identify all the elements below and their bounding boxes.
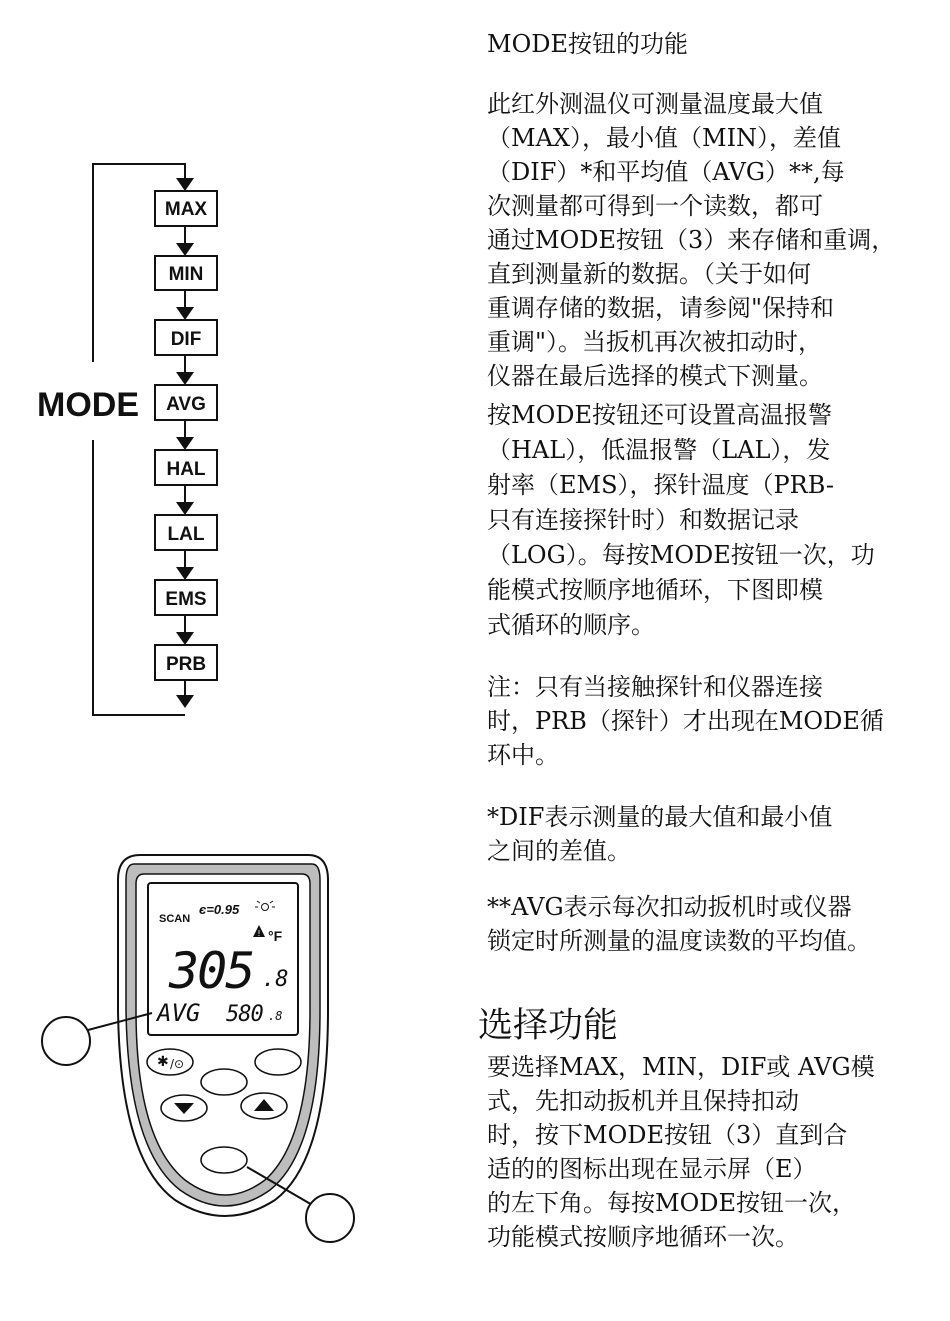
text-line: 重调存储的数据，请参阅"保持和: [487, 294, 835, 322]
asterisk-icon: ✱: [157, 1054, 169, 1070]
text-line: *DIF表示测量的最大值和最小值: [487, 803, 833, 831]
text-line: 直到测量新的数据。（关于如何: [487, 260, 811, 288]
text-line: （LOG）。每按MODE按钮一次，功: [487, 541, 875, 569]
mode-button[interactable]: [201, 1147, 247, 1173]
callout-circle-display: [42, 1017, 90, 1065]
text-line: 次测量都可得到一个读数，都可: [487, 192, 823, 220]
text-line: 的左下角。每按MODE按钮一次，: [487, 1189, 857, 1217]
lcd-unit: °F: [268, 928, 283, 944]
text-line: 通过MODE按钮（3）来存储和重调，: [487, 226, 896, 254]
text-line: （MAX），最小值（MIN），差值: [487, 124, 842, 152]
lcd-mode: AVG: [157, 999, 201, 1027]
mode-label-max: MAX: [164, 199, 208, 220]
mode-label-ems: EMS: [165, 589, 207, 610]
text-line: 仪器在最后选择的模式下测量。: [487, 362, 823, 390]
lcd-secondary-reading: 580: [226, 1002, 263, 1027]
lcd-secondary-decimal: .8: [268, 1009, 283, 1023]
center-button[interactable]: [201, 1069, 247, 1095]
text-line: 按MODE按钮还可设置高温报警: [487, 401, 833, 429]
mode-label-prb: PRB: [165, 654, 207, 675]
slash-bulb-icon: /⊙: [170, 1057, 185, 1071]
text-line: 锁定时所测量的温度读数的平均值。: [487, 927, 871, 955]
text-line: 注：只有当接触探针和仪器连接: [487, 673, 823, 701]
lcd-scan-label: SCAN: [159, 913, 191, 925]
callout-circle-mode-button: [306, 1194, 354, 1242]
lcd-emissivity: є=0.95: [199, 902, 240, 917]
text-line: 功能模式按顺序地循环一次。: [487, 1223, 799, 1251]
text-line: 环中。: [487, 741, 559, 769]
mode-label-min: MIN: [168, 264, 204, 285]
lcd-main-reading: 305: [169, 942, 254, 1000]
mode-title: MODE: [37, 386, 139, 424]
text-line: （HAL），低温报警（LAL），发: [487, 436, 831, 464]
text-line: 只有连接探针时）和数据记录: [487, 506, 799, 534]
text-line: （DIF）*和平均值（AVG）**,每: [487, 158, 845, 186]
text-line: 之间的差值。: [487, 837, 631, 865]
lcd-main-decimal: .8: [262, 967, 289, 992]
svg-text:!: !: [257, 929, 261, 938]
section-title: MODE按钮的功能: [487, 30, 689, 58]
mode-label-lal: LAL: [167, 524, 205, 545]
top-right-button[interactable]: [255, 1049, 301, 1075]
text-line: 时，PRB（探针）才出现在MODE循: [487, 707, 884, 735]
text-line: 时，按下MODE按钮（3）直到合: [487, 1121, 848, 1149]
text-line: 能模式按顺序地循环，下图即模: [487, 576, 823, 604]
thermometer-illustration: [0, 0, 420, 1321]
text-line: 要选择MAX，MIN，DIF或 AVG模: [487, 1053, 875, 1081]
mode-label-hal: HAL: [166, 459, 206, 480]
text-line: 此红外测温仪可测量温度最大值: [487, 90, 823, 118]
mode-label-avg: AVG: [166, 394, 206, 415]
text-line: 式循环的顺序。: [487, 611, 655, 639]
section-heading-select-function: 选择功能: [478, 1006, 619, 1046]
text-line: **AVG表示每次扣动扳机时或仪器: [487, 893, 852, 921]
text-line: 射率（EMS），探针温度（PRB-: [487, 471, 834, 499]
text-line: 重调"）。当扳机再次被扣动时，: [487, 328, 823, 356]
mode-label-dif: DIF: [170, 329, 202, 350]
text-line: 式，先扣动扳机并且保持扣动: [487, 1087, 799, 1115]
text-line: 适的的图标出现在显示屏（E）: [487, 1155, 817, 1183]
